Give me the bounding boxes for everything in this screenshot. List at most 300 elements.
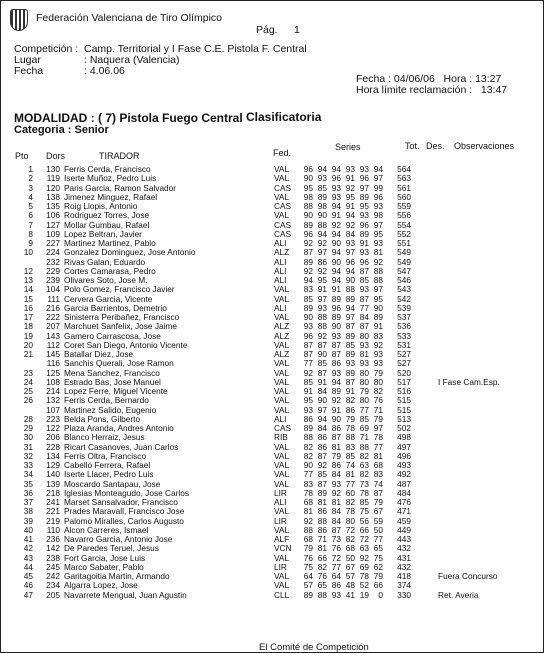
total-cell: 459 <box>397 515 411 526</box>
observations-cell <box>416 276 528 285</box>
shooter-name-cell: Ferris Oltra, Francisco <box>64 450 147 461</box>
series-score-cell: 65 <box>373 543 383 554</box>
total-cell: 502 <box>397 423 411 433</box>
observations-cell <box>416 433 528 442</box>
series-score-cell: 87 <box>331 349 341 359</box>
series-score-cell: 94 <box>331 376 341 387</box>
series-score-cell: 96 <box>303 228 313 239</box>
rank-cell: 12 <box>23 265 33 276</box>
series-score-cell: 87 <box>331 432 341 443</box>
series-score-cell: 96 <box>359 173 369 184</box>
total-cell: 564 <box>397 164 411 174</box>
series-score-cell: 87 <box>359 265 369 276</box>
federation-cell: VAL <box>274 571 290 581</box>
series-score-cell: 68 <box>303 497 313 507</box>
series-score-cell: 73 <box>331 534 341 544</box>
series-score-cell: 87 <box>303 349 313 359</box>
series-score-cell: 77 <box>373 534 383 544</box>
clasificatoria-label: Clasificatoria <box>246 110 322 124</box>
total-cell: 551 <box>397 238 411 248</box>
observations-cell <box>416 202 528 211</box>
series-score-cell: 81 <box>373 450 383 461</box>
series-score-cell: 89 <box>303 219 313 230</box>
observations-cell <box>416 295 528 304</box>
bib-cell: 135 <box>46 201 60 211</box>
series-score-cell: 90 <box>303 312 313 322</box>
series-score-cell: 93 <box>359 339 369 350</box>
series-score-cell: 93 <box>331 367 341 378</box>
series-score-cell: 83 <box>303 284 313 295</box>
series-score-cell: 87 <box>317 339 327 350</box>
rank-cell: 10 <box>23 247 33 258</box>
series-score-cell: 77 <box>345 478 355 489</box>
bib-cell: 229 <box>46 265 60 276</box>
series-score-cell: 93 <box>359 164 369 174</box>
federation-cell: ALI <box>274 265 287 276</box>
bib-cell: 116 <box>46 358 60 369</box>
series-score-cell: 94 <box>317 413 327 424</box>
series-score-cell: 78 <box>345 423 355 433</box>
federation-cell: VAL <box>274 376 290 387</box>
shooter-name-cell: Coret San Diego, Antonio Vicente <box>64 339 188 350</box>
series-score-cell: 93 <box>345 164 355 174</box>
series-score-cell: 73 <box>359 478 369 489</box>
series-score-cell: 95 <box>303 395 313 406</box>
federation-cell: ALI <box>274 413 287 424</box>
total-cell: 487 <box>397 478 411 489</box>
series-score-cell: 66 <box>359 524 369 535</box>
total-cell: 432 <box>397 543 411 554</box>
rank-cell: 20 <box>23 339 33 350</box>
series-score-cell: 96 <box>303 164 313 174</box>
rank-cell: 36 <box>23 487 33 498</box>
series-score-cell: 89 <box>359 191 369 202</box>
rank-cell: 1 <box>28 164 33 174</box>
series-score-cell: 63 <box>359 543 369 554</box>
bib-cell: 224 <box>46 247 60 258</box>
total-cell: 515 <box>397 404 411 415</box>
bib-cell: 122 <box>46 423 60 433</box>
series-score-cell: 88 <box>317 219 327 230</box>
series-score-cell: 85 <box>303 376 313 387</box>
series-score-cell: 93 <box>359 358 369 369</box>
series-score-cell: 87 <box>303 247 313 258</box>
rank-cell: 8 <box>28 228 33 239</box>
series-score-cell: 80 <box>359 376 369 387</box>
series-score-cell: 88 <box>303 524 313 535</box>
observations-cell <box>416 239 528 248</box>
total-cell: 563 <box>397 173 411 184</box>
results-table <box>13 165 528 600</box>
series-score-cell: 66 <box>373 580 383 591</box>
series-score-cell: 81 <box>331 441 341 452</box>
series-score-cell: 87 <box>345 376 355 387</box>
federation-cell: VAL <box>274 312 290 322</box>
shooter-name-cell: Estrado Bas, Jose Manuel <box>64 376 161 387</box>
series-score-cell: 67 <box>373 506 383 517</box>
shooter-name-cell: Garitagoitia Martin, Armando <box>64 571 170 581</box>
rank-cell: 4 <box>28 191 33 202</box>
total-cell: 549 <box>397 247 411 258</box>
series-score-cell: 97 <box>345 247 355 258</box>
shooter-name-cell: Iserte Llacer, Pedro Luis <box>64 469 154 480</box>
series-score-cell: 94 <box>345 302 355 313</box>
series-score-cell: 94 <box>317 228 327 239</box>
bib-cell: 110 <box>46 524 60 535</box>
series-score-cell: 86 <box>331 460 341 470</box>
series-score-cell: 85 <box>317 358 327 369</box>
total-cell: 546 <box>397 275 411 285</box>
observations-cell <box>416 350 528 359</box>
series-score-cell: 82 <box>317 561 327 572</box>
observations-cell <box>416 313 528 322</box>
competicion-value: Camp. Territorial y I Fase C.E. Pistola F. Central <box>84 43 307 55</box>
shooter-name-cell: Sinisterra Peribañez, Francisco <box>64 312 180 322</box>
series-score-cell: 78 <box>359 571 369 581</box>
series-score-cell: 89 <box>303 589 313 600</box>
series-score-cell: 81 <box>331 497 341 507</box>
shooter-name-cell: Navarro Garcia, Antonio Jose <box>64 534 173 544</box>
rank-cell: 40 <box>23 524 33 535</box>
series-score-cell: 97 <box>359 182 369 193</box>
observations-cell <box>416 406 528 415</box>
modalidad-title: MODALIDAD : ( 7) Pistola Fuego Central <box>14 111 243 125</box>
series-score-cell: 74 <box>373 478 383 489</box>
series-score-cell: 90 <box>303 173 313 184</box>
series-score-cell: 77 <box>359 404 369 415</box>
series-score-cell: 96 <box>331 302 341 313</box>
series-score-cell: 88 <box>373 275 383 285</box>
federation-cell: ALI <box>274 238 287 248</box>
series-score-cell: 80 <box>373 376 383 387</box>
series-score-cell: 82 <box>359 469 369 480</box>
series-score-cell: 87 <box>331 339 341 350</box>
observations-cell <box>416 424 528 433</box>
series-score-cell: 89 <box>345 349 355 359</box>
shooter-name-cell: Paris Garcia, Ramon Salvador <box>64 182 177 193</box>
series-score-cell: 94 <box>331 247 341 258</box>
observations-cell <box>416 535 528 544</box>
series-score-cell: 95 <box>303 182 313 193</box>
shooter-name-cell: Marco Sabater, Pablo <box>64 561 144 572</box>
observations-cell <box>416 517 528 526</box>
observations-cell <box>416 415 528 424</box>
federation-cell: VAL <box>274 191 290 202</box>
series-score-cell: 92 <box>303 265 313 276</box>
bib-cell: 205 <box>46 589 60 600</box>
rank-cell: 29 <box>23 423 33 433</box>
series-score-cell: 89 <box>345 330 355 341</box>
hora-limite: Hora límite reclamación : 13:47 <box>356 84 508 96</box>
observations-cell <box>416 480 528 489</box>
series-score-cell: 83 <box>345 441 355 452</box>
series-score-cell: 92 <box>331 487 341 498</box>
series-score-cell: 84 <box>317 423 327 433</box>
total-cell: 543 <box>397 284 411 295</box>
series-score-cell: 57 <box>303 580 313 591</box>
lugar-value: : Naquera (Valencia) <box>84 54 180 66</box>
rank-cell: 28 <box>23 413 33 424</box>
series-score-cell: 88 <box>303 432 313 443</box>
federation-cell: VAL <box>274 469 290 480</box>
observations-cell <box>416 221 528 230</box>
series-score-cell: 90 <box>345 275 355 285</box>
series-score-cell: 94 <box>303 275 313 285</box>
series-score-cell: 91 <box>317 376 327 387</box>
series-score-cell: 97 <box>373 423 383 433</box>
federation-cell: VAL <box>274 173 290 184</box>
series-score-cell: 93 <box>303 404 313 415</box>
observations-cell <box>416 526 528 535</box>
observations-cell <box>416 498 528 507</box>
series-score-cell: 87 <box>317 450 327 461</box>
federation-cell: VAL <box>274 450 290 461</box>
series-score-cell: 93 <box>331 330 341 341</box>
series-score-cell: 95 <box>359 201 369 211</box>
series-score-cell: 81 <box>317 497 327 507</box>
rank-cell: 42 <box>23 543 33 554</box>
series-score-cell: 85 <box>359 413 369 424</box>
series-score-cell: 92 <box>345 219 355 230</box>
series-score-cell: 92 <box>373 339 383 350</box>
bib-cell: 143 <box>46 330 60 341</box>
series-score-cell: 97 <box>373 173 383 184</box>
total-cell: 531 <box>397 339 411 350</box>
rank-cell: 16 <box>23 302 33 313</box>
series-score-cell: 94 <box>317 164 327 174</box>
series-score-cell: 95 <box>317 275 327 285</box>
series-score-cell: 69 <box>359 423 369 433</box>
rank-cell: 31 <box>23 441 33 452</box>
rank-cell: 23 <box>23 367 33 378</box>
series-score-cell: 94 <box>373 164 383 174</box>
series-score-cell: 80 <box>359 395 369 406</box>
series-score-cell: 78 <box>303 487 313 498</box>
bib-cell: 104 <box>46 284 60 295</box>
series-score-cell: 97 <box>317 404 327 415</box>
federation-cell: ALI <box>274 497 287 507</box>
series-score-cell: 79 <box>373 571 383 581</box>
series-score-cell: 71 <box>317 534 327 544</box>
observations-cell <box>416 230 528 239</box>
series-score-cell: 80 <box>345 515 355 526</box>
observations-cell: Fuera Concurso <box>438 571 498 581</box>
rank-cell: 47 <box>23 589 33 600</box>
series-score-cell: 79 <box>331 450 341 461</box>
federation-cell: ALI <box>274 275 287 285</box>
series-score-cell: 89 <box>303 256 313 267</box>
total-cell: 520 <box>397 367 411 378</box>
series-score-cell: 95 <box>345 191 355 202</box>
series-score-cell: 96 <box>345 256 355 267</box>
series-score-cell: 90 <box>331 413 341 424</box>
series-score-cell: 91 <box>345 201 355 211</box>
bib-cell: 142 <box>46 543 60 554</box>
shooter-name-cell: Rodriguez Torres, Jose <box>64 210 150 221</box>
observations-cell <box>416 193 528 202</box>
series-score-cell: 19 <box>359 589 369 600</box>
series-score-cell: 87 <box>331 524 341 535</box>
total-cell: 418 <box>397 571 411 581</box>
federation-cell: VAL <box>274 164 290 174</box>
series-score-cell: 90 <box>373 302 383 313</box>
series-score-cell: 71 <box>359 432 369 443</box>
series-score-cell: 91 <box>303 386 313 396</box>
federation-cell: LIR <box>274 515 287 526</box>
rank-cell: 30 <box>23 432 33 443</box>
observations-cell <box>416 267 528 276</box>
series-score-cell: 60 <box>345 487 355 498</box>
observations-cell <box>416 387 528 396</box>
page-label: Pág. <box>256 24 278 36</box>
observations-cell: Ret. Averia <box>438 589 479 600</box>
series-score-cell: 89 <box>331 312 341 322</box>
series-score-cell: 95 <box>373 228 383 239</box>
series-score-cell: 86 <box>331 358 341 369</box>
observations-cell <box>416 489 528 498</box>
shooter-name-cell: Martinez Martinez, Pablo <box>64 238 156 248</box>
shooter-name-cell: Rivas Galan, Eduardo <box>64 256 146 267</box>
series-score-cell: 86 <box>317 432 327 443</box>
total-cell: 330 <box>397 589 411 600</box>
series-score-cell: 52 <box>359 580 369 591</box>
bib-cell: 238 <box>46 552 60 563</box>
col-header-dors: Dors <box>46 151 66 161</box>
rank-cell: 7 <box>28 219 33 230</box>
series-score-cell: 78 <box>373 432 383 443</box>
bib-cell: 207 <box>46 321 60 332</box>
series-score-cell: 64 <box>303 571 313 581</box>
series-score-cell: 88 <box>359 441 369 452</box>
series-score-cell: 89 <box>331 293 341 304</box>
bib-cell: 106 <box>46 210 60 221</box>
total-cell: 560 <box>397 191 411 202</box>
shooter-name-cell: Alcon Carreres, Ismael <box>64 524 149 535</box>
series-score-cell: 72 <box>345 524 355 535</box>
bib-cell: 221 <box>46 506 60 517</box>
federation-cell: CAS <box>274 201 292 211</box>
total-cell: 556 <box>397 210 411 221</box>
series-score-cell: 57 <box>345 571 355 581</box>
total-cell: 542 <box>397 293 411 304</box>
shooter-name-cell: Garcia Barrientos, Demetrio <box>64 302 167 313</box>
page-number: 1 <box>294 24 300 36</box>
rank-cell: 13 <box>23 275 33 285</box>
series-score-cell: 79 <box>373 413 383 424</box>
series-score-cell: 90 <box>317 395 327 406</box>
total-cell: 527 <box>397 358 411 369</box>
lugar-label: Lugar <box>14 54 41 66</box>
federation-cell: ALZ <box>274 321 290 332</box>
total-cell: 498 <box>397 432 411 443</box>
observations-cell <box>416 248 528 257</box>
observations-cell <box>416 507 528 516</box>
federation-cell: ALI <box>274 256 287 267</box>
shooter-name-cell: Olivares Soto, Jose M. <box>64 275 148 285</box>
observations-cell <box>416 544 528 553</box>
shooter-name-cell: Polo Gomez, Francisco Javier <box>64 284 175 295</box>
series-score-cell: 96 <box>303 330 313 341</box>
bib-cell: 134 <box>46 450 60 461</box>
series-score-cell: 88 <box>345 432 355 443</box>
bib-cell: 138 <box>46 191 60 202</box>
series-score-cell: 90 <box>303 210 313 221</box>
federation-cell: VAL <box>274 441 290 452</box>
series-score-cell: 93 <box>345 238 355 248</box>
col-header-obs: Observaciones <box>454 141 515 151</box>
rank-cell: 19 <box>23 330 33 341</box>
shooter-name-cell: Jimenez Minguez, Rafael <box>64 191 158 202</box>
total-cell: 517 <box>397 376 411 387</box>
total-cell: 536 <box>397 321 411 332</box>
series-score-cell: 85 <box>345 339 355 350</box>
series-score-cell: 85 <box>345 450 355 461</box>
bib-cell: 111 <box>47 293 60 304</box>
total-cell: 432 <box>397 561 411 572</box>
series-score-cell: 93 <box>317 302 327 313</box>
series-score-cell: 88 <box>373 265 383 276</box>
bib-cell: 120 <box>46 182 60 193</box>
shooter-name-cell: Lopez Ferre, Miguel Vicente <box>64 386 168 396</box>
observations-cell <box>416 396 528 405</box>
rank-cell: 5 <box>28 201 33 211</box>
series-score-cell: 91 <box>331 210 341 221</box>
series-score-cell: 96 <box>359 256 369 267</box>
total-cell: 552 <box>397 228 411 239</box>
total-cell: 549 <box>397 256 411 267</box>
series-score-cell: 75 <box>373 552 383 563</box>
total-cell: 513 <box>397 413 411 424</box>
series-score-cell: 80 <box>359 367 369 378</box>
series-score-cell: 90 <box>331 238 341 248</box>
series-score-cell: 87 <box>359 293 369 304</box>
total-cell: 547 <box>397 265 411 276</box>
total-cell: 554 <box>397 219 411 230</box>
series-score-cell: 82 <box>345 534 355 544</box>
rank-cell: 15 <box>23 293 33 304</box>
fecha-hora: Fecha : 04/06/06 Hora : 13:27 <box>356 73 502 85</box>
series-score-cell: 71 <box>373 404 383 415</box>
col-header-des: Des. <box>426 141 445 151</box>
federation-cell: VCN <box>274 543 292 554</box>
series-score-cell: 91 <box>345 173 355 184</box>
bib-cell: 206 <box>46 432 60 443</box>
federation-cell: VAL <box>274 339 290 350</box>
federation-cell: VAL <box>274 367 290 378</box>
series-score-cell: 94 <box>331 164 341 174</box>
series-score-cell: 50 <box>373 524 383 535</box>
series-score-cell: 50 <box>345 552 355 563</box>
series-score-cell: 84 <box>345 228 355 239</box>
series-score-cell: 89 <box>373 312 383 322</box>
series-score-cell: 90 <box>331 321 341 332</box>
federation-cell: CAS <box>274 228 292 239</box>
series-score-cell: 77 <box>303 469 313 480</box>
series-score-cell: 85 <box>303 293 313 304</box>
series-score-cell: 88 <box>317 312 327 322</box>
total-cell: 431 <box>397 552 411 563</box>
federation-name: Federación Valenciana de Tiro Olímpico <box>36 12 222 24</box>
bib-cell: 140 <box>46 469 60 480</box>
series-score-cell: 80 <box>359 330 369 341</box>
series-score-cell: 89 <box>303 302 313 313</box>
series-score-cell: 92 <box>317 265 327 276</box>
shooter-name-cell: Gamero Carrascosa, Jose <box>64 330 161 341</box>
series-score-cell: 76 <box>331 543 341 554</box>
series-score-cell: 93 <box>331 191 341 202</box>
series-score-cell: 93 <box>359 247 369 258</box>
series-score-cell: 88 <box>317 321 327 332</box>
